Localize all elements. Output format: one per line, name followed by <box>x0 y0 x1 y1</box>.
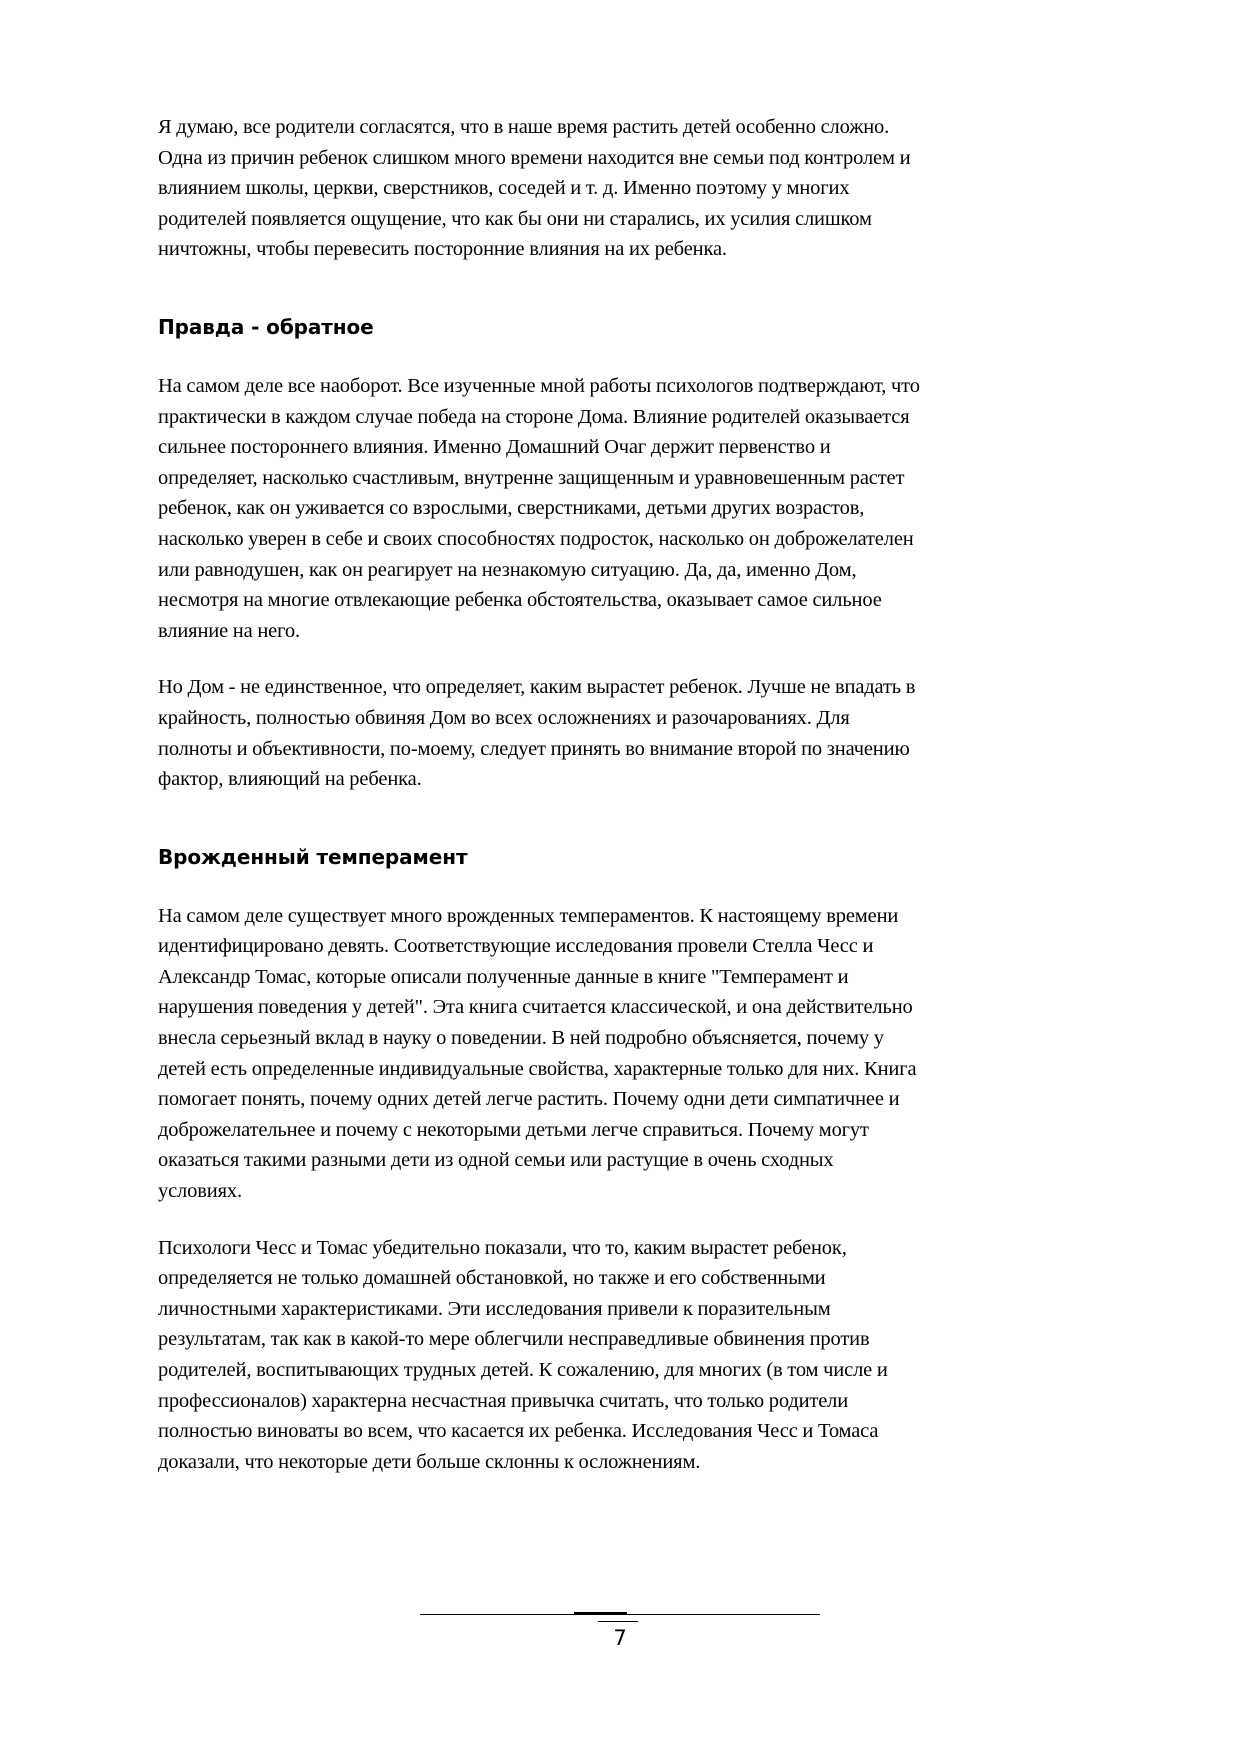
heading-vrozhdennyi-temperament: Врожденный темперамент <box>158 844 468 869</box>
paragraph-chess-thomas: Психологи Чесс и Томас убедительно показали, что то, каким вырастет ребенок, определяется не только домашней обстановкой, но также и его собственными личностными характеристиками. Эти исследования привели к поразительным результатам, так как в какой-то мере облегчили несправедливые обвинения против родителей, воспитывающих трудных детей. К сожалению, для многих (в том числе и профессионалов) характерна несчастная привычка считать, что только родители полностью виноваты во всем, что касается их ребенка. Исследования Чесс и Томаса доказали, что некоторые дети больше склонны к осложнениям. <box>158 1236 888 1473</box>
spacer-after-heading-2 <box>158 871 920 901</box>
spacer-before-heading-2 <box>158 821 920 843</box>
spacer-before-heading-1 <box>158 291 920 313</box>
footer-divider-underline <box>598 1621 638 1622</box>
page-footer <box>0 1614 1240 1704</box>
spacer-after-heading-1 <box>158 341 920 371</box>
intro-paragraph: Я думаю, все родители согласятся, что в наше время растить детей особенно сложно. Одна из причин ребенок слишком много времени находится вне семьи под контролем и влиянием школы, церкви, сверстников, соседей и т. д. Именно поэтому у многих родителей появляется ощущение, что как бы они ни старались, их усилия слишком ничтожны, чтобы перевесить посторонние влияния на их ребенка. <box>158 116 911 261</box>
page-number: 7 <box>613 1626 627 1650</box>
paragraph-temperaments: На самом деле существует много врожденных темпераментов. К настоящему времени идентифицировано девять. Соответствующие исследования провели Стелла Чесс и Александр Томас, которые описали полученные данные в книге "Темперамент и нарушения поведения у детей". Эта книга считается классической, и она действительно внесла серьезный вклад в науку о поведении. В ней подробно объясняется, почему у детей есть определенные индивидуальные свойства, характерные только для них. Книга помогает понять, почему одних детей легче растить. Почему одни дети симпатичнее и доброжелательнее и почему с некоторыми детьми легче справиться. Почему могут оказаться такими разными дети из одной семьи или растущие в очень сходных условиях. <box>158 904 917 1203</box>
heading-pravda-obratnoe: Правда - обратное <box>158 314 374 339</box>
page-content <box>158 112 920 1477</box>
paragraph-second-factor: Но Дом - не единственное, что определяет, каким вырастет ребенок. Лучше не впадать в крайность, полностью обвиняя Дом во всех осложнениях и разочарованиях. Для полноты и объективности, по-моему, следует принять во внимание второй по значению фактор, влияющий на ребенка. <box>158 676 916 791</box>
footer-divider-accent <box>574 1612 627 1615</box>
paragraph-home-influence: На самом деле все наоборот. Все изученные мной работы психологов подтверждают, что практически в каждом случае победа на стороне Дома. Влияние родителей оказывается сильнее постороннего влияния. Именно Домашний Очаг держит первенство и определяет, насколько счастливым, внутренне защищенным и уравновешенным растет ребенок, как он уживается со взрослыми, сверстниками, детьми других возрастов, насколько уверен в себе и своих способностях подросток, насколько он доброжелателен или равнодушен, как он реагирует на незнакомую ситуацию. Да, да, именно Дом, несмотря на многие отвлекающие ребенка обстоятельства, оказывает самое сильное влияние на него. <box>158 374 920 642</box>
